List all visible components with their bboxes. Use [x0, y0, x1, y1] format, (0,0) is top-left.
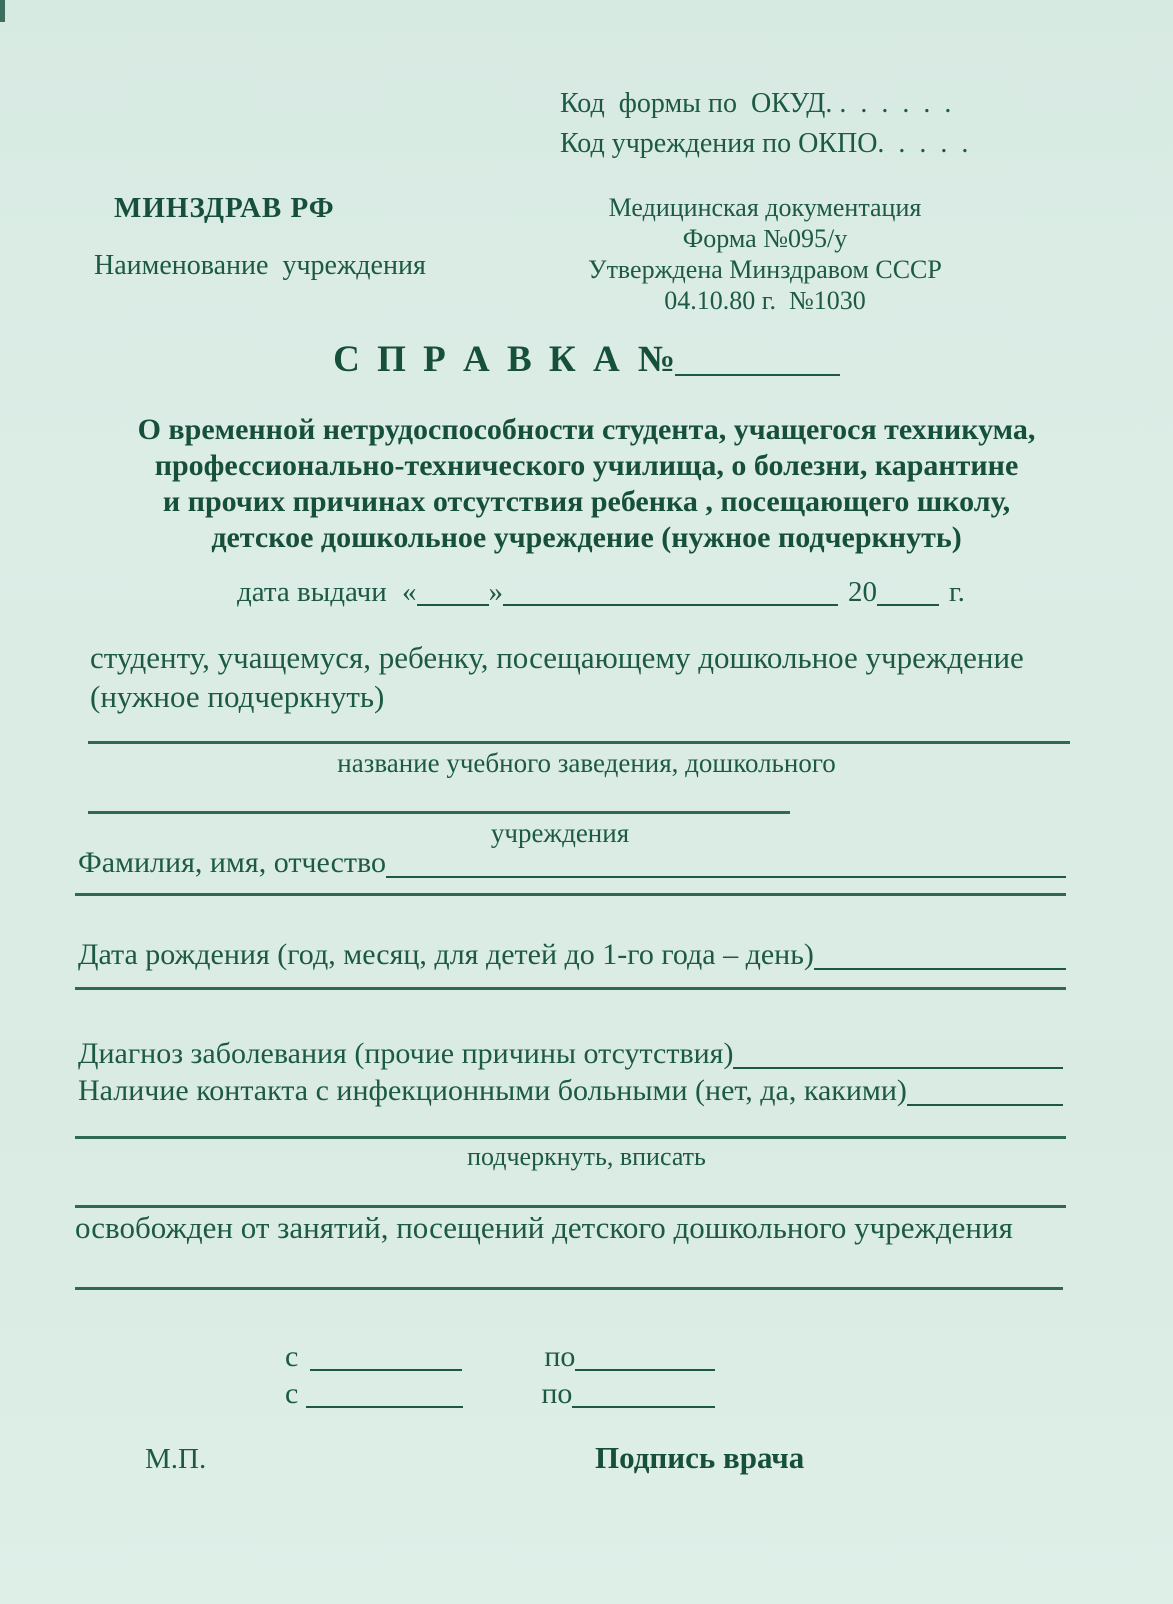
open-quote: «	[402, 576, 417, 608]
full-name-row	[78, 846, 1066, 880]
birth-date-blank[interactable]	[814, 945, 1066, 971]
issue-date-label: дата выдачи	[237, 576, 387, 608]
subject-line-1: О временной нетрудоспособности студента, учащегося техникума,	[137, 413, 1036, 446]
institution-name-blank-2[interactable]	[88, 811, 790, 814]
period2-to-blank[interactable]	[572, 1383, 715, 1409]
diagnosis-blank[interactable]	[733, 1044, 1063, 1070]
infection-contact-row	[78, 1074, 1063, 1108]
ministry-name: МИНЗДРАВ РФ	[114, 192, 335, 224]
recipient-line-1: студенту, учащемуся, ребенку, посещающему дошкольное учреждение	[90, 640, 1024, 675]
approval-date-number: 04.10.80 г. №1030	[664, 286, 866, 315]
doc-block-line1: Медицинская документация	[608, 193, 922, 222]
number-sign: №	[637, 339, 675, 380]
institution-name-label: Наименование учреждения	[94, 250, 426, 281]
period1-from-label: с	[285, 1340, 299, 1373]
infection-contact-blank[interactable]	[907, 1081, 1063, 1107]
period2-to-label: по	[541, 1377, 573, 1410]
issue-day-blank[interactable]	[417, 581, 489, 606]
issue-year-blank[interactable]	[877, 581, 939, 606]
doc-approval-block	[555, 192, 975, 316]
birth-date-blank-2[interactable]	[75, 987, 1066, 990]
certificate-number-blank[interactable]	[675, 345, 840, 376]
birth-date-row	[78, 938, 1066, 972]
period1-to-label: по	[544, 1340, 576, 1373]
full-name-blank[interactable]	[386, 853, 1066, 879]
institution-caption-1: название учебного заведения, дошкольного	[337, 748, 836, 778]
release-blank-1[interactable]	[75, 1205, 1066, 1208]
code-okud-label: Код формы по ОКУД. . . . . . .	[560, 88, 952, 119]
scan-corner-artifact	[0, 0, 5, 22]
period2-from-blank[interactable]	[306, 1383, 463, 1409]
year-suffix: г.	[949, 576, 965, 608]
infection-contact-label: Наличие контакта с инфекционными больными (нет, да, какими)	[78, 1074, 907, 1107]
subject-paragraph	[40, 412, 1133, 556]
underline-caption: подчеркнуть, вписать	[467, 1142, 706, 1171]
release-text: освобожден от занятий, посещений детского дошкольного учреждения	[75, 1210, 1013, 1245]
release-blank-2[interactable]	[75, 1287, 1063, 1290]
contact-details-blank[interactable]	[75, 1136, 1066, 1139]
period1-from-blank[interactable]	[310, 1346, 462, 1372]
period1-to-blank[interactable]	[575, 1346, 715, 1372]
form-number: Форма №095/у	[682, 224, 848, 253]
period2-from-label: с	[285, 1377, 299, 1410]
diagnosis-label: Диагноз заболевания (прочие причины отсутствия)	[78, 1037, 734, 1070]
issue-month-blank[interactable]	[503, 581, 838, 606]
birth-date-label: Дата рождения (год, месяц, для детей до 1-го года – день)	[78, 938, 814, 971]
code-okpo-label: Код учреждения по ОКПО. . . . .	[560, 128, 969, 159]
close-quote: »	[488, 576, 504, 608]
stamp-place-label: М.П.	[145, 1443, 207, 1475]
full-name-label: Фамилия, имя, отчество	[78, 846, 386, 879]
institution-name-blank-1[interactable]	[88, 741, 1070, 744]
year-prefix: 20	[848, 576, 878, 608]
form-title: С П Р А В К А	[333, 339, 624, 380]
subject-line-3: и прочих причинах отсутствия ребенка , посещающего школу,	[162, 485, 1011, 518]
recipient-line-2: (нужное подчеркнуть)	[90, 679, 385, 714]
diagnosis-row	[78, 1037, 1063, 1071]
form-title-row	[0, 338, 1173, 381]
subject-line-2: профессионально-технического училища, о болезни, карантине	[154, 449, 1019, 482]
issue-date-row	[237, 576, 965, 609]
period-row-1	[285, 1340, 715, 1374]
subject-line-4: детское дошкольное учреждение (нужное подчеркнуть)	[211, 521, 962, 554]
full-name-blank-2[interactable]	[75, 893, 1066, 896]
recipient-block	[90, 638, 1024, 716]
institution-caption-2: учреждения	[490, 818, 630, 848]
doc-block-line3: Утверждена Минздравом СССР	[588, 255, 942, 284]
period-row-2	[285, 1377, 715, 1411]
doctor-signature-label: Подпись врача	[595, 1440, 805, 1475]
